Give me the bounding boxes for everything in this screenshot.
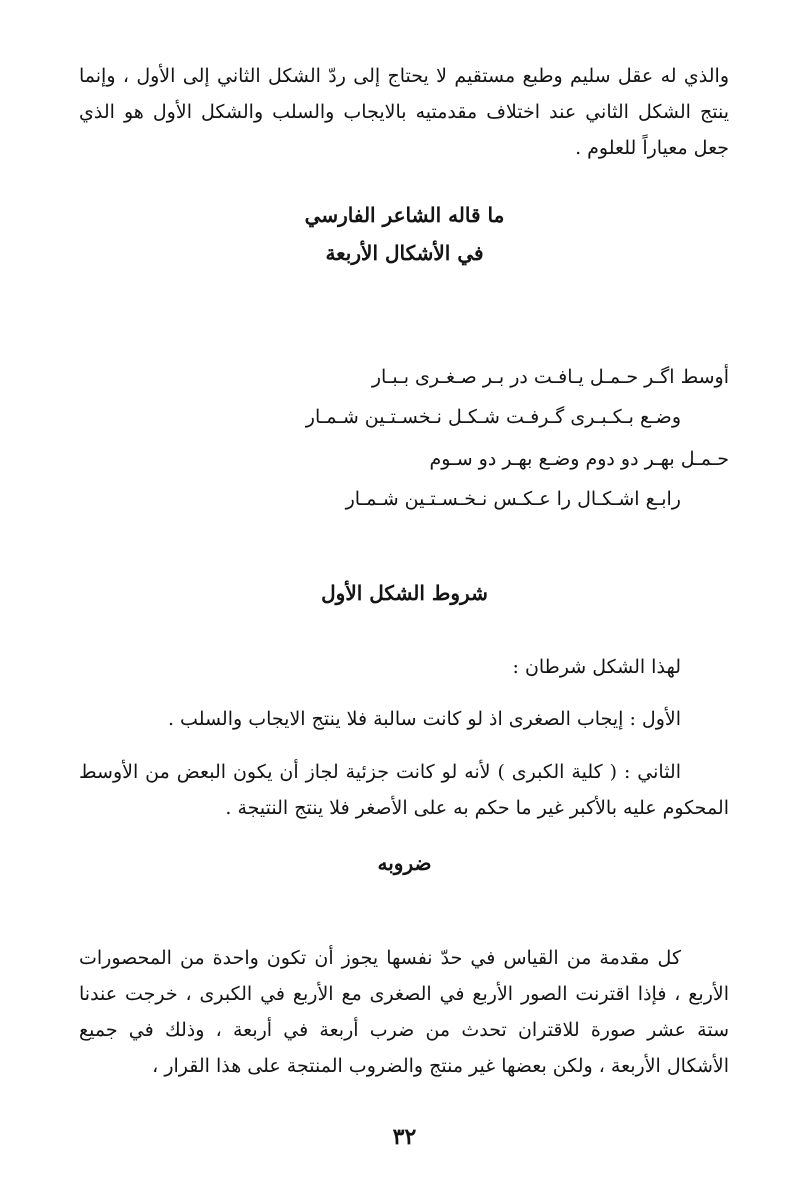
moods-heading: ضروبه — [377, 851, 432, 875]
page-number: ٣٢ — [392, 1124, 417, 1150]
moods-paragraph: كل مقدمة من القياس في حدّ نفسها يجوز أن تكون واحدة من المحصورات الأربع ، فإذا اقترنت الصور الأربع في الصغرى مع الأربع في الكبرى ، خرجت عندنا ستة عشر صورة للاقتران تحدث من ضرب أربعة في أربعة ، وذلك في جميع الأشكال الأربعة ، ولكن بعضها غير منتج والضروب المنتجة على هذا القرار ، — [79, 947, 729, 1077]
poet-heading-line-1: ما قاله الشاعر الفارسي — [304, 203, 505, 227]
poem-verse-3: حـمـل بهـر دو دوم وضـع بهـر دو سـوم — [429, 448, 729, 470]
poet-heading-line-2: في الأشكال الأربعة — [325, 241, 484, 265]
poem-verse-1: أوسط اگـر حـمـل يـافـت در بـر صـغـرى بـبـار — [371, 366, 729, 388]
condition-first: الأول : إيجاب الصغرى اذ لو كانت سالبة فلا ينتج الايجاب والسلب . — [167, 708, 681, 730]
poem-verse-4: رابـع اشـكـال را عـكـس نـخـسـتـين شـمـار — [345, 488, 681, 510]
conditions-heading: شروط الشكل الأول — [321, 581, 488, 605]
intro-paragraph: والذي له عقل سليم وطبع مستقيم لا يحتاج إلى ردّ الشكل الثاني إلى الأول ، وإنما ينتج الشكل الثاني عند اختلاف مقدمتيه بالايجاب والسلب والشكل الأول هو الذي جعل معياراً للعلوم . — [79, 65, 729, 159]
condition-second: الثاني : ( كلية الكبرى ) لأنه لو كانت جزئية لجاز أن يكون البعض من الأوسط المحكوم عليه بالأكبر غير ما حكم به على الأصغر فلا ينتج النتيجة . — [79, 761, 729, 819]
poem-verse-2: وضـع بـكـبـرى گـرفـت شـكـل نـخسـتـين شـمـار — [305, 406, 681, 428]
conditions-intro: لهذا الشكل شرطان : — [512, 656, 681, 678]
